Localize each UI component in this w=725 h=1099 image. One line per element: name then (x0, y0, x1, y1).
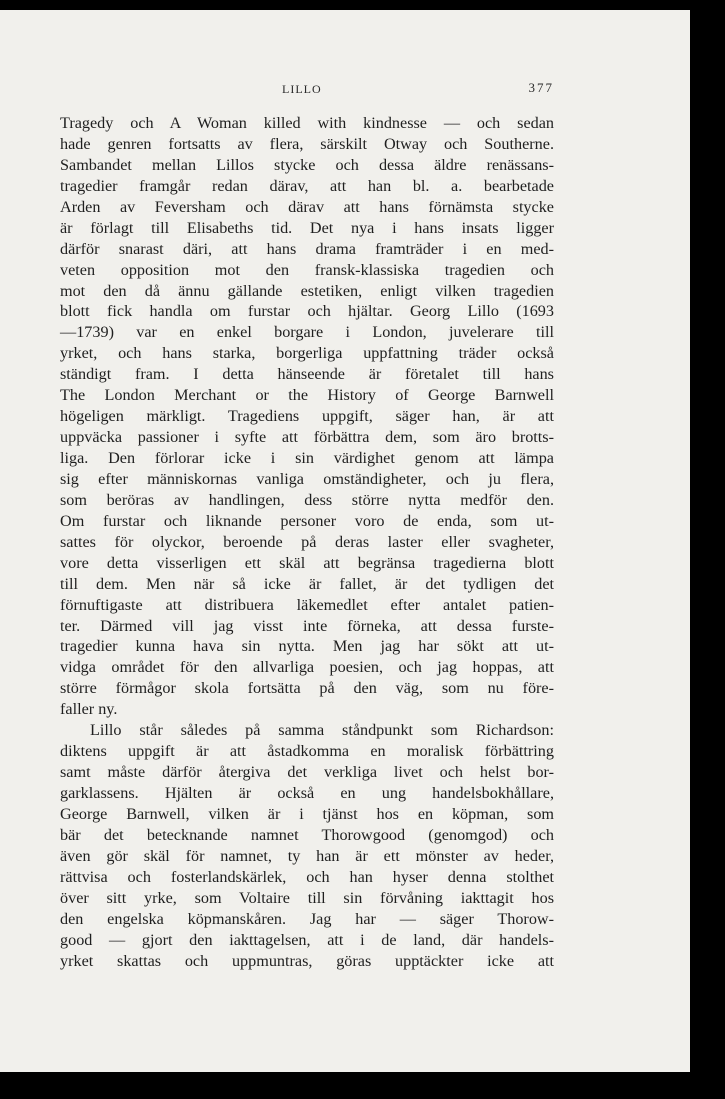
text-line: hade genren fortsatts av flera, särskilt Otway och Southerne. (60, 134, 554, 153)
text-line: The London Merchant or the History of George Barnwell (60, 386, 554, 405)
text-line: rättvisa och fosterlandskärlek, och han hyser denna stolthet (60, 867, 554, 886)
text-line: Lillo står således på samma ståndpunkt som Richardson: (90, 721, 554, 740)
text-line: som beröras av handlingen, dess större nytta medför den. (60, 490, 554, 509)
text-line: —1739) var en enkel borgare i London, juvelerare till (60, 323, 554, 342)
text-line: bär det betecknande namnet Thorowgood (genomgod) och (60, 825, 554, 844)
text-line: Arden av Feversham och därav att hans förnämsta stycke (60, 197, 554, 216)
text-line: därför snarast däri, att hans drama framträder i en med- (60, 239, 554, 258)
text-line: förnuftigaste att distribuera läkemedlet efter antalet patien- (60, 595, 554, 614)
text-line: sattes för olyckor, beroende på deras laster eller svagheter, (60, 532, 554, 551)
text-line: samt måste därför återgiva det verkliga livet och helst bor- (60, 763, 554, 782)
page-number: 377 (528, 80, 554, 95)
text-line: Sambandet mellan Lillos stycke och dessa äldre renässans- (60, 155, 554, 174)
text-line: sig efter människornas vanliga omständigheter, och ju flera, (60, 469, 554, 488)
text-line: Tragedy och A Woman killed with kindnesse — och sedan (60, 114, 554, 132)
text-line: tragedier framgår redan därav, att han bl. a. bearbetade (60, 176, 554, 195)
text-line: mot den då ännu gällande estetiken, enligt vilken tragedien (60, 281, 554, 300)
text-line: yrket skattas och uppmuntras, göras upptäckter icke att (60, 951, 554, 970)
text-line: vidga området för den allvarliga poesien, och jag hoppas, att (60, 658, 554, 677)
text-line: tragedier kunna hava sin nytta. Men jag har sökt att ut- (60, 637, 554, 656)
text-line: större förmågor skola fortsätta på den väg, som nu före- (60, 679, 554, 698)
text-line: blott fick handla om furstar och hjältar. Georg Lillo (1693 (60, 302, 554, 321)
text-line: högeligen märkligt. Tragediens uppgift, säger han, är att (60, 407, 554, 426)
book-page (0, 10, 690, 1072)
text-line: veten opposition mot den fransk-klassiska tragedien och (60, 260, 554, 279)
text-line: över sitt yrke, som Voltaire till sin förvåning iakttagit hos (60, 888, 554, 907)
text-line: faller ny. (60, 700, 118, 719)
text-line: Om furstar och liknande personer voro de enda, som ut- (60, 511, 554, 530)
paragraph (60, 113, 554, 720)
text-line: liga. Den förlorar icke i sin värdighet genom att lämpa (60, 449, 554, 467)
text-line: uppväcka passioner i syfte att förbättra dem, som äro brotts- (60, 428, 554, 447)
paragraph (60, 720, 554, 971)
text-line: den engelska köpmanskåren. Jag har — säger Thorow- (60, 909, 554, 928)
text-line: good — gjort den iakttagelsen, att i de land, där handels- (60, 930, 554, 949)
text-line: diktens uppgift är att åstadkomma en moralisk förbättring (60, 742, 554, 761)
text-line: även gör skäl för namnet, ty han är ett mönster av heder, (60, 846, 554, 865)
text-line: ter. Därmed vill jag visst inte förneka, att dessa furste- (60, 616, 554, 635)
text-line: är förlagt till Elisabeths tid. Det nya i hans insats ligger (60, 218, 554, 237)
text-line: ständigt fram. I detta hänseende är företalet till hans (60, 365, 554, 384)
text-line: garklassens. Hjälten är också en ung handelsbokhållare, (60, 784, 554, 802)
text-line: George Barnwell, vilken är i tjänst hos en köpman, som (60, 804, 554, 823)
running-title: LILLO (282, 82, 322, 96)
running-header (60, 80, 554, 100)
text-line: yrket, och hans starka, borgerliga uppfattning träder också (60, 344, 554, 363)
body-text (60, 113, 554, 971)
text-line: vore detta visserligen ett skäl att begränsa tragedierna blott (60, 553, 554, 572)
text-line: till dem. Men när så icke är fallet, är det tydligen det (60, 574, 554, 593)
